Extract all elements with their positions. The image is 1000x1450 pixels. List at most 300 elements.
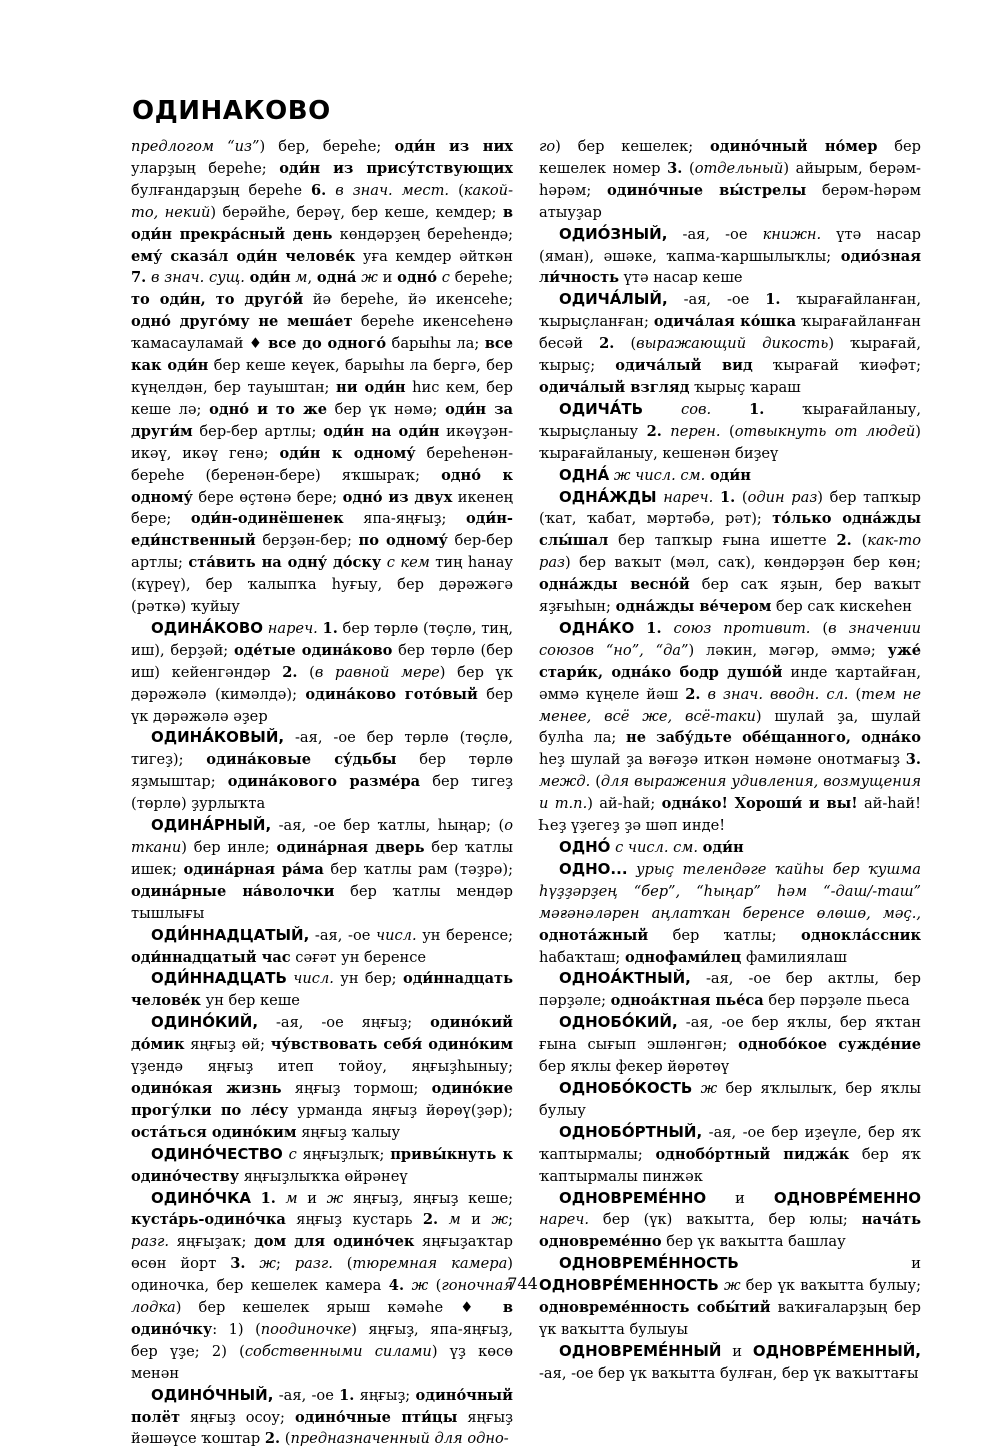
translation-text: яңғыҙ, яңғыҙ кеше; xyxy=(343,1189,514,1207)
translation-text: бер яҡлылыҡ, бер яҡлы булыу xyxy=(539,1079,921,1119)
translation-text: ) бер ваҡыт (мәл, саҡ), көндәрҙән бер көн; xyxy=(565,554,921,572)
translation-text: бер үк ваҡытта булыу; xyxy=(740,1277,922,1295)
phrase: все как оди́н xyxy=(131,335,513,375)
grammar-note: с xyxy=(441,269,450,287)
translation-text: ( xyxy=(682,159,695,177)
grammar-note: в знач. мест. xyxy=(335,181,450,199)
phrase: одно́ друго́му не меша́ет xyxy=(131,313,353,331)
translation-text: тиң һанау (күреү), бер ҡалыпҡа һуғыу, бер дәрәжәгә (рәткә) ҡуйыу xyxy=(131,554,514,616)
phrase: оди́н из прису́тствующих xyxy=(279,159,513,177)
phrase: одина́ковые су́дьбы xyxy=(206,751,397,769)
translation-text: бер төрлө яҙмыштар; xyxy=(131,751,513,791)
translation-text: и xyxy=(706,1189,774,1207)
translation-text: бер-бер артлы; xyxy=(131,532,513,572)
phrase: оде́тые одина́ково xyxy=(233,641,393,659)
translation-text: яңғыҙ осоу; xyxy=(180,1408,295,1426)
phrase: 3. xyxy=(905,751,921,769)
headword: ОДНОБО́КИЙ, xyxy=(559,1013,678,1032)
phrase: оди́н за други́м xyxy=(131,400,513,440)
translation-text xyxy=(245,1255,259,1272)
phrase: оди́ннадцать челове́к xyxy=(131,970,513,1010)
translation-text: береһе икенсеһенә ҡамасауламай ♦ xyxy=(131,313,514,353)
translation-text: ( xyxy=(851,532,868,550)
headword: ОДНА́ xyxy=(559,465,610,484)
translation-text: ) ләкин, мәгәр, әммә; xyxy=(688,641,888,659)
translation-text: ) бер кешелек; xyxy=(555,138,711,155)
translation-text: яңғыҙлыҡҡа өйрәнеү xyxy=(239,1167,408,1185)
phrase: 7. xyxy=(131,269,147,287)
translation-text: үтә насар кеше xyxy=(619,269,743,287)
phrase: одича́лый вид xyxy=(615,357,753,375)
translation-text: ( xyxy=(332,1255,353,1273)
headword: ОДНОВРЕ́МЕННЫЙ, xyxy=(752,1341,921,1360)
translation-text: и xyxy=(460,1211,492,1229)
translation-text xyxy=(326,182,335,199)
translation-text xyxy=(634,620,646,637)
phrase: не забу́дьте обе́щанного, одна́ко xyxy=(626,729,921,747)
translation-text xyxy=(628,861,637,878)
translation-text xyxy=(643,401,681,418)
headword: ОДИ́ННАДЦАТЬ xyxy=(151,969,287,988)
translation-text: яңғыҙ; xyxy=(354,1386,416,1404)
phrase: оди́н из них xyxy=(394,138,513,155)
phrase: 2. xyxy=(422,1211,439,1229)
grammar-note: как-то раз xyxy=(539,532,921,572)
translation-text: -ая, -ое бер төрлө (төҫлө, тигеҙ); xyxy=(131,729,513,769)
phrase: однобо́ртный пиджа́к xyxy=(655,1145,850,1163)
phrase: одно́ из двух xyxy=(342,488,453,506)
translation-text: инде ҡартайған, әммә күңеле йәш xyxy=(539,663,921,703)
translation-text: ) бер, береһе; xyxy=(259,138,395,155)
translation-text xyxy=(711,401,749,418)
phrase: 2. xyxy=(599,335,615,353)
translation-text: ( xyxy=(810,619,829,637)
translation-text: бер (үк) ваҡытта, бер юлы; xyxy=(589,1211,862,1229)
grammar-note: в значении союзов “но”, “да” xyxy=(539,619,922,659)
grammar-note: союз противит. xyxy=(673,619,811,637)
dictionary-entry xyxy=(539,1122,921,1188)
grammar-note: в равной мере xyxy=(314,663,440,681)
phrase: однофами́лец xyxy=(624,948,742,966)
translation-text: бер ҡатлы ишек; xyxy=(131,839,513,878)
translation-text: береһенән-береһе (беренән-бере) яҡшыраҡ; xyxy=(131,444,513,484)
translation-text: бер ҡатлы мендәр тышлығы xyxy=(131,882,513,922)
translation-text: ) берәйһе, берәү, бер кеше, кемдер; xyxy=(210,203,503,221)
translation-text: ҡырағайланған, ҡырыҫланған; xyxy=(539,291,922,331)
phrase: одноа́ктная пье́са xyxy=(610,992,764,1010)
translation-text: бер кеше кеүек, барыһы ла бергә, бер күңелдән, бер тауыштан; xyxy=(131,357,513,396)
phrase: ни оди́н xyxy=(336,378,406,396)
phrase: одно́ xyxy=(397,269,437,287)
translation-text: яңғыҙ өй; xyxy=(184,1036,271,1054)
phrase: то́лько одна́жды слы́шал xyxy=(539,510,921,550)
dictionary-entry xyxy=(539,1078,921,1122)
phrase: 2. xyxy=(282,663,298,681)
translation-text: бер ҡатлы; xyxy=(648,926,802,944)
grammar-note: числ. xyxy=(376,926,417,944)
translation-text: ( xyxy=(720,422,735,440)
phrase: оди́н xyxy=(709,466,751,484)
phrase: одина́рные на́волочки xyxy=(131,882,335,900)
translation-text: -ая, -ое бер иҙеүле, бер яҡ ҡаптырмалы; xyxy=(539,1123,921,1163)
headword: ОДИО́ЗНЫЙ, xyxy=(559,224,668,243)
phrase: оди́н к одному́ xyxy=(279,444,416,462)
phrase: 3. xyxy=(230,1255,246,1273)
headword: ОДИНА́КОВО xyxy=(151,618,264,637)
translation-text: уларҙың береһе; xyxy=(131,159,280,177)
phrase: одино́кая жизнь xyxy=(131,1079,282,1097)
phrase: одина́кового разме́ра xyxy=(227,773,421,791)
phrase: куста́рь-одино́чка xyxy=(131,1211,286,1229)
phrase: привы́кнуть к одино́честву xyxy=(131,1145,513,1185)
translation-text xyxy=(692,1080,700,1097)
grammar-note: м xyxy=(448,1211,461,1229)
dictionary-entry xyxy=(539,968,921,1012)
grammar-note: ж xyxy=(259,1255,276,1273)
dictionary-entry xyxy=(539,289,921,399)
translation-text: ( xyxy=(428,1277,442,1295)
translation-text: ) ҡырағай, ҡырыҫ; xyxy=(539,335,921,375)
translation-text: ) бер кешелек ярыш кәмәһе ♦ xyxy=(175,1299,503,1317)
headword: ОДИ́ННАДЦАТЫЙ, xyxy=(151,925,310,944)
grammar-note: ж xyxy=(411,1277,429,1295)
phrase: в одино́чку xyxy=(131,1299,513,1338)
translation-text: яңғыҙаҡтар өсөн йорт xyxy=(131,1233,513,1273)
phrase: оди́н xyxy=(702,839,744,856)
translation-text: япа-яңғыҙ; xyxy=(343,510,466,528)
translation-text: бер үк нәмә; xyxy=(327,400,446,418)
headword: ОДИНО́ЧНЫЙ, xyxy=(151,1385,274,1404)
translation-text xyxy=(713,489,720,506)
translation-text: берәм-һәрәм атыуҙар xyxy=(539,181,921,221)
headword: ОДНОВРЕ́МЕННО xyxy=(773,1188,921,1207)
headword: ОДНОВРЕМЕ́ННО xyxy=(559,1188,707,1207)
grammar-note: о ткани xyxy=(131,817,513,856)
headword: ОДИНО́ЧЕСТВО xyxy=(151,1144,283,1163)
grammar-note: тюремная камера xyxy=(352,1255,508,1273)
translation-text: ҡырағай ҡиәфәт; xyxy=(752,357,921,375)
phrase: 1. xyxy=(719,488,736,506)
translation-text: , xyxy=(307,269,317,287)
headword: ОДНОВРЕМЕ́ННЫЙ xyxy=(559,1341,722,1360)
translation-text: бер кешелек номер xyxy=(539,138,921,177)
translation-text: ҡырағайланыу, ҡырыҫланыу xyxy=(539,400,921,440)
dictionary-entry xyxy=(131,1012,513,1143)
grammar-note: перен. xyxy=(670,422,721,440)
grammar-note: нареч. xyxy=(267,619,318,637)
translation-text: бере өҫтөнә бере; xyxy=(192,488,343,506)
grammar-note: для выражения удивления, возмущения и т.п. xyxy=(539,773,921,813)
phrase: одновреме́нность собы́тий xyxy=(539,1299,771,1317)
phrase: 2. xyxy=(646,422,662,440)
dictionary-entry xyxy=(539,399,921,465)
dictionary-entry xyxy=(539,1253,921,1341)
translation-text: ) яңғыҙ, япа-яңғыҙ, бер үҙе; 2) ( xyxy=(131,1320,513,1360)
phrase: 2. xyxy=(836,532,852,550)
translation-text: бер яҡ ҡаптырмалы пинжәк xyxy=(539,1145,921,1185)
translation-text: ун бер; xyxy=(333,970,403,988)
grammar-note: гоночная лодка xyxy=(131,1277,513,1317)
translation-text xyxy=(251,1190,261,1207)
translation-text: ) бер тапҡыр (ҡат, ҡабат, мәртәбә, рәт); xyxy=(539,488,922,528)
translation-text: бер төрлө (бер иш) кейенгәндәр xyxy=(131,641,514,681)
grammar-note: книжн. xyxy=(762,225,822,243)
grammar-note: в знач. вводн. сл. xyxy=(707,685,849,703)
left-column xyxy=(131,136,513,1450)
phrase: одна́ xyxy=(316,269,357,287)
headword: ОДНОВРЕ́МЕННОСТЬ xyxy=(539,1276,719,1295)
phrase: одна́жды ве́чером xyxy=(615,598,772,616)
phrase: оди́н-еди́нственный xyxy=(131,510,513,550)
translation-text: бер-бер артлы; xyxy=(192,422,324,440)
grammar-note: выражающий дикость xyxy=(636,335,829,353)
phrase: оди́н-одинёшенек xyxy=(190,510,344,528)
translation-text: яңғыҙаҡ; xyxy=(169,1233,255,1251)
headword: ОДНО́ xyxy=(559,838,611,856)
headword: ОДНО... xyxy=(559,859,628,878)
phrase: 1. xyxy=(322,619,338,637)
phrase: то оди́н, то друго́й xyxy=(131,291,304,309)
grammar-note: числ. xyxy=(293,970,334,988)
headword: ОДНОВРЕМЕ́ННОСТЬ xyxy=(559,1254,739,1273)
phrase: 1. xyxy=(765,291,781,309)
grammar-note: нареч. xyxy=(539,1211,590,1229)
grammar-note: ж xyxy=(326,1189,344,1207)
translation-text: һеҙ шулай ҙа вәғәҙә иткән нәмәне онотмағыҙ xyxy=(539,751,906,769)
translation-text: үҙендә яңғыҙ итеп тойоу, яңғыҙһыныу; xyxy=(131,1058,513,1076)
headword: ОДНОА́КТНЫЙ, xyxy=(559,969,691,988)
translation-text xyxy=(438,1211,449,1228)
translation-text: ) айырым, берәм-һәрәм; xyxy=(539,159,921,199)
translation-text: ай-һай! Һеҙ үҙегеҙ ҙә шәп инде! xyxy=(539,795,921,835)
phrase: одина́рная ра́ма xyxy=(183,860,324,878)
phrase: одино́кие прогу́лки по ле́су xyxy=(131,1079,513,1119)
dictionary-entry xyxy=(131,968,513,1012)
phrase: все до одного́ xyxy=(268,335,387,353)
grammar-note: с кем xyxy=(386,554,430,572)
dictionary-entry xyxy=(131,1144,513,1188)
phrase: оди́н на оди́н xyxy=(323,422,440,440)
dictionary-entry xyxy=(539,1012,921,1078)
dictionary-entry xyxy=(539,618,921,837)
translation-text: ( xyxy=(449,181,464,199)
phrase: уже́ стари́к, одна́ко бодр душо́й xyxy=(539,641,922,681)
phrase: чу́вствовать себя́ одино́ким xyxy=(270,1036,513,1054)
entry-continuation xyxy=(131,136,513,618)
phrase: одича́лый взгляд xyxy=(539,378,690,396)
translation-text: -ая, -ое яңғыҙ; xyxy=(258,1014,431,1032)
grammar-note: м xyxy=(285,1189,298,1207)
grammar-note: сов. xyxy=(681,400,712,418)
grammar-note: в знач. сущ. xyxy=(151,269,245,287)
dictionary-entry xyxy=(131,1385,513,1450)
translation-text: урманда яңғыҙ йөрөү(ҙәр); xyxy=(288,1101,513,1119)
dictionary-entry xyxy=(539,465,921,487)
phrase: 1. xyxy=(339,1386,355,1404)
dictionary-entry xyxy=(539,859,921,969)
translation-text: и xyxy=(377,269,398,287)
translation-text: и xyxy=(297,1189,327,1207)
grammar-note: межд. xyxy=(539,773,591,791)
grammar-note: ж xyxy=(491,1211,509,1229)
grammar-note: предлогом “из” xyxy=(131,138,260,155)
phrase: одино́чные вы́стрелы xyxy=(607,181,807,199)
grammar-note: с xyxy=(288,1145,297,1163)
translation-text: бер үк дәрәжәлә әҙер xyxy=(131,685,513,725)
translation-text: яңғыҙ ҡалыу xyxy=(296,1123,401,1141)
grammar-note: ж xyxy=(700,1079,718,1097)
translation-text: булғандарҙың береһе xyxy=(131,181,311,199)
phrase: 1. xyxy=(646,619,662,637)
translation-text: береһе; xyxy=(449,269,514,287)
translation-text: -ая, -ое бер актлы, бер пәрҙәле; xyxy=(539,970,921,1010)
translation-text: көндәрҙең береһендә; xyxy=(332,225,513,243)
translation-text: -ая, -ое бер үк ваҡытта булған, бер үк ваҡыттағы xyxy=(539,1364,919,1382)
translation-text: бер ҡатлы рам (тәҙрә); xyxy=(323,860,514,878)
translation-text: ; xyxy=(508,1211,513,1229)
phrase: однокла́ссник xyxy=(801,926,921,944)
headword: ОДИНО́ЧКА xyxy=(151,1188,251,1207)
headword: ОДНА́КО xyxy=(559,618,635,637)
phrase: одина́рная дверь xyxy=(276,839,425,856)
translation-text: ун беренсе; xyxy=(416,926,514,944)
grammar-note: собственными силами xyxy=(244,1342,432,1360)
dictionary-entry xyxy=(131,815,513,925)
grammar-note: предназначенный для одно- xyxy=(290,1430,509,1448)
translation-text: -ая, -ое xyxy=(667,225,763,243)
dictionary-entry xyxy=(539,837,921,859)
translation-text: ) үҙ көсө менән xyxy=(131,1342,513,1382)
translation-text: яңғыҙлыҡ; xyxy=(296,1145,391,1163)
translation-text: ( xyxy=(735,488,748,506)
phrase: одича́лая ко́шка xyxy=(653,313,797,331)
grammar-note: ж числ. см. xyxy=(613,466,706,484)
translation-text: -ая, -ое xyxy=(667,291,766,309)
headword: ОДНОБО́РТНЫЙ, xyxy=(559,1122,703,1141)
phrase: оди́н xyxy=(249,269,291,287)
translation-text: уға кемдер әйткән xyxy=(355,247,513,265)
translation-text: ( xyxy=(614,335,637,353)
grammar-note: м xyxy=(295,269,308,287)
phrase: дом для одино́чек xyxy=(254,1233,415,1251)
translation-text: ҡырағайланған бесәй xyxy=(539,313,921,353)
phrase: однота́жный xyxy=(539,926,649,944)
phrase: 3. xyxy=(667,159,683,177)
translation-text: ) ҡырағайланыу, кешенән биҙеү xyxy=(539,422,921,462)
translation-text: бер тигеҙ (төрлө) ҙурлыҡта xyxy=(131,773,513,813)
phrase: одино́кий до́мик xyxy=(131,1014,513,1054)
grammar-note: урыҫ телендәге ҡайһы бер ҡушма һүҙҙәрҙең “бер”, “һыңар” һәм “-даш/-таш” мәғәнәләрен аңлатҡан беренсе өлөшө, мәҫ., xyxy=(539,860,921,922)
translation-text: -ая, -ое бер ҡатлы, һыңар; ( xyxy=(271,817,505,835)
grammar-note: какой-то, некий xyxy=(131,181,514,221)
translation-text: үтә насар (яман), әшәке, ҡапма-ҡаршылыҡлы; xyxy=(539,225,921,265)
dictionary-entry xyxy=(539,487,921,618)
headword: ОДИНО́КИЙ, xyxy=(151,1013,259,1032)
grammar-note: поодиночке xyxy=(260,1320,352,1338)
phrase: 2. xyxy=(264,1430,281,1448)
translation-text: йә береһе, йә икенсеһе; xyxy=(303,291,513,309)
grammar-note: нареч. xyxy=(663,488,714,506)
translation-text: бер саҡ кискеһен xyxy=(771,598,912,616)
translation-text: бер тапҡыр ғына ишетте xyxy=(608,532,837,550)
translation-text: : 1) ( xyxy=(212,1320,261,1338)
translation-text: сәғәт ун беренсе xyxy=(290,948,426,966)
translation-text: бер пәрҙәле пьеса xyxy=(763,992,910,1010)
phrase: одна́ко! Хороши́ и вы! xyxy=(661,795,858,813)
phrase: ему́ сказа́л оди́н челове́к xyxy=(131,247,356,265)
dictionary-entry xyxy=(539,1188,921,1254)
translation-text: бер яҡлы фекер йөрөтөү xyxy=(539,1058,730,1076)
translation-text: ; xyxy=(275,1255,295,1273)
translation-text: икәүҙән-икәү, икәү генә; xyxy=(131,422,514,462)
right-column xyxy=(539,136,921,1385)
grammar-note: отдельный xyxy=(694,159,784,177)
phrase: 4. xyxy=(388,1277,405,1295)
grammar-note: разг. xyxy=(131,1233,170,1251)
phrase: в оди́н прекра́сный день xyxy=(131,203,513,243)
translation-text: икенең бере; xyxy=(131,488,513,528)
translation-text xyxy=(700,686,707,703)
page-number: 744 xyxy=(507,1274,538,1293)
phrase: одина́ково гото́вый xyxy=(305,685,478,703)
translation-text: яңғыҙ йәшәүсе ҡоштар xyxy=(131,1408,513,1448)
translation-text xyxy=(662,620,674,637)
translation-text: ( xyxy=(848,685,862,703)
translation-text: бер үк ваҡытта башлау xyxy=(661,1233,846,1251)
translation-text: һабаҡташ; xyxy=(539,948,625,966)
translation-text: һис кем, бер кеше лә; xyxy=(131,378,514,418)
translation-text: ( xyxy=(590,773,601,791)
translation-text: ( xyxy=(297,663,315,681)
grammar-note: отвыкнуть от людей xyxy=(734,422,916,440)
dictionary-entry xyxy=(131,727,513,815)
grammar-note: разг. xyxy=(294,1255,333,1273)
headword: ОДИНА́РНЫЙ, xyxy=(151,816,272,835)
translation-text: ) ай-һай; xyxy=(587,795,662,813)
translation-text: бер саҡ яҙын, бер ваҡыт яҙғыһын; xyxy=(539,576,921,616)
grammar-note: го xyxy=(539,138,556,155)
phrase: оди́ннадцатый час xyxy=(131,948,291,966)
translation-text: барыһы ла; xyxy=(386,335,485,353)
grammar-note: с числ. см. xyxy=(615,839,699,856)
phrase: одино́чный полёт xyxy=(131,1386,514,1426)
translation-text: бер төрлө (төҫлө, тиң, иш), берҙәй; xyxy=(131,619,514,659)
translation-text: -ая, -ое xyxy=(309,926,376,944)
phrase: одно́ к одному́ xyxy=(131,466,513,506)
phrase: одино́чные пти́цы xyxy=(294,1408,458,1426)
translation-text: ваҡиғаларҙың бер үк ваҡытта булыуы xyxy=(539,1299,922,1338)
phrase: одна́жды весно́й xyxy=(539,576,690,594)
translation-text: ) одиночка, бер кешелек камера xyxy=(131,1255,513,1295)
phrase: нача́ть одновреме́нно xyxy=(539,1211,921,1251)
dictionary-entry xyxy=(131,925,513,969)
grammar-note: тем не менее, всё же, всё-таки xyxy=(539,685,921,725)
phrase: по одному́ xyxy=(358,532,448,550)
phrase: 1. xyxy=(260,1189,276,1207)
translation-text: берҙән-бер; xyxy=(255,532,359,550)
translation-text: ( xyxy=(280,1430,291,1448)
headword: ОДИЧА́ТЬ xyxy=(559,399,644,418)
dictionary-entry xyxy=(131,618,513,728)
translation-text: и xyxy=(738,1255,921,1273)
phrase: 6. xyxy=(310,181,327,199)
page-title: ОДИНАКОВО xyxy=(132,96,331,126)
translation-text xyxy=(276,1190,286,1207)
phrase: ста́вить на одну́ до́ску xyxy=(188,554,382,572)
headword: ОДИНА́КОВЫЙ, xyxy=(151,728,285,747)
translation-text: и xyxy=(721,1342,753,1360)
phrase: одино́чный но́мер xyxy=(710,138,878,155)
